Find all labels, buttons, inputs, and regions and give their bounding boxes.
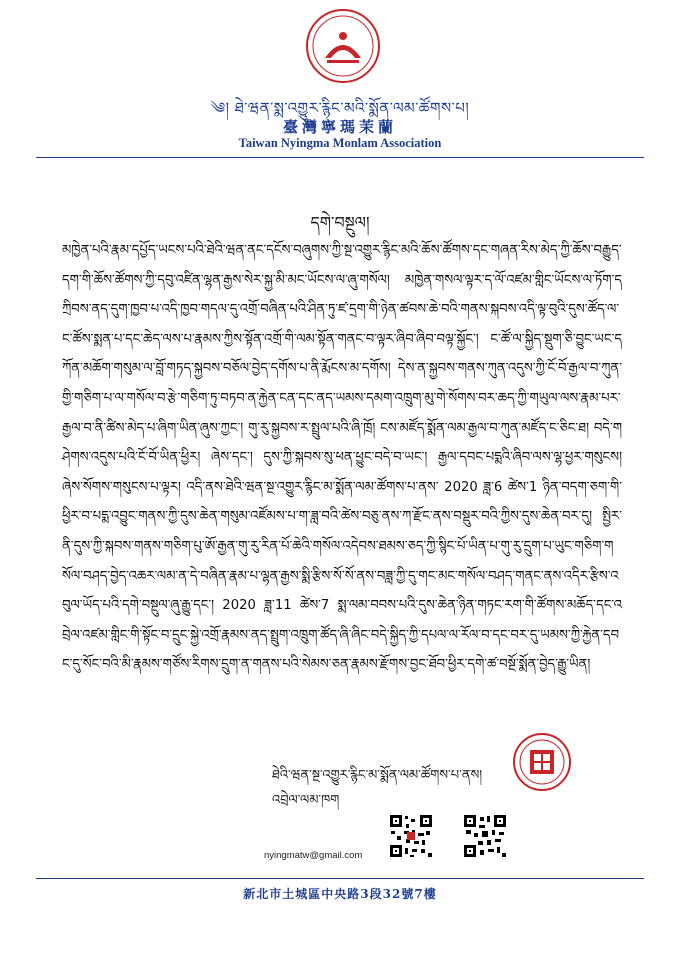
official-seal — [512, 732, 572, 792]
association-logo — [305, 8, 381, 84]
footer-divider — [36, 878, 644, 879]
qr-code-icon — [462, 813, 508, 859]
header-divider — [36, 157, 644, 158]
organization-name-english: Taiwan Nyingma Monlam Association — [238, 136, 442, 150]
document-title: དགེ་བསྔུལ། — [310, 213, 370, 232]
letter-paragraph: མཁྱེན་པའི་རྣམ་དཔྱོད་ཡངས་པའི་ཐེའི་ཝན་ནང་དངོས་བཞུགས་ཀྱི་སྔ་འགྱུར་རྙིང་མའི་ཆོས་ཚོགས་དང་གཞན་རིས་མེད་ཀྱི་ཆོས་བརྒྱུད་དག་གི་ཆོས་ཚོགས་ཀྱི་དབུ་འཛིན་ལྷན་རྒྱས་སེར་སྐྱ་མི་མང་ཡོངས་ལ་ཞུ་གསོལ། མཁྱེན་གསལ་ལྟར་ད་ལོ་འཛམ་གླིང་ཡོངས་ལ་ཏོག་དཀྲིབས་ནད་དུག་ཁྱབ་པ་འདི་ཁྱབ་གདལ་དུ་འགྲོ་བཞིན་པའི་ཤིན་ཏུ་ཛ་དྲག་གི་ཉེན་ཚབས་ཆེ་བའི་གནས་སྐབས་འདི་ལྟ་བུའི་དུས་ཚོད་ལ་ང་ཚོས་སྨན་པ་དང་ཆེད་ལས་པ་རྣམས་ཀྱིས་སྟོན་འགྲོ་གི་ལམ་སྟོན་གནང་བ་ལྟར་ཞིབ་ཞིབ་བལྟ་སྐྱོང་། ང་ཚོ་ལ་སྐྱིད་སྡུག་ཅི་བྱུང་ཡང་དཀོན་མཆོག་གསུམ་ལ་བློ་གཏད་སྐྱབས་བཅོལ་བྱེད་དགོས་པ་ནི་རྨོངས་མ་དགོས། དེས་ན་སྐྱབས་གནས་ཀུན་འདུས་ཀྱི་ངོ་བོ་རྒྱལ་བ་ཀུན་གྱི་གཅིག་པ་ལ་གསོལ་བ་རྩེ་གཅིག་ཏུ་བཏབ་ན་རྐྱེན་ངན་དང་ནད་ཡམས་དམག་འཁྲུག་མུ་གེ་སོགས་བར་ཆད་ཀྱི་གཡུལ་ལས་རྣམ་པར་རྒྱལ་བ་ནི་ཚིས་མེད་པ་ཞིག་ཡིན་ཞུས་ཀྱང་། གུ་རུ་སྐྱབས་ར་སྤྲུལ་པའི་ཞི་ཁྲོ། ངས་མཛོད་སྨོན་ལམ་རྒྱལ་བ་ཀུན་མཛོད་ང་ཅིང་ཐ། བདེ་གཤེགས་འདུས་པའི་ངོ་བོ་ཡིན་ཕྱིར། ཞེས་དང་། དུས་ཀྱི་སྐབས་སུ་ཕན་ཕྱུང་བདེ་བ་ཡང་། རྒྱལ་དབང་པདྨའི་ཞིབ་ལས་ལྷ་ཕྱར་གསུངས། ཞེས་སོགས་གསུངས་པ་ལྟར། འདི་ནས་ཐེའི་ཝན་སྔ་འགྱུར་རྙིང་མ་སྨོན་ལམ་ཚོགས་པ་ནས་ 2020 ཟླ་6 ཚེས་1 ཉིན་བདག་ཅག་གི་ཕྱིར་བ་པདྨ་འབྱུང་གནས་ཀྱི་དུས་ཆེན་གསུམ་འཛོམས་པ་ག་ཟླ་བའི་ཚེས་བཅུ་ནས་ཀ་རྫོང་ནས་བསྡུར་བའི་ཀྱིས་དུས་ཆེན་བར་དུ། སྤྱིར་ནི་དུས་ཀྱི་སྐབས་གནས་གཅིག་པུ་ཨོ་རྒྱན་གུ་རུ་རིན་པོ་ཆེའི་གསོལ་འདེབས་ཐམས་ཅད་ཀྱི་སྙིང་པོ་ཡིན་པ་གུ་རུ་དྲུག་པ་ཡུང་གཅིག་གསོལ་བཤད་བྱེད་འཆར་ལམ་ན་དེ་བཞིན་རྣམ་པ་ལྷན་རྒྱས་སྨི་རྩིས་སོ་སོ་ནས་བཟླ་ཀྱི་དུ་གང་མང་གསོལ་བཤད་གནང་ནས་འདིར་རྩིས་འབུལ་ཡོད་པའི་དགེ་བསྔུལ་ཞུ་རྒྱུ་དང་། 2020 ཟླ་11 ཚེས་7 སྨ་ལམ་བབས་པའི་དུས་ཆེན་ཉིན་གཏང་རག་གི་ཚོགས་མཆོད་དང་འབྲེལ་འཛམ་གླིང་གི་སྟོང་བ་དྲུང་སྐྱེ་འགྲོ་རྣམས་ནད་སྤྲུག་འཁྲུག་ཚོད་ཞི་ཞིང་བདེ་སྐྱིད་ཀྱི་དཔལ་ལ་རོལ་བ་དང་བར་དུ་ཡམས་ཀྱི་རྐྱེན་དབང་དུ་སོང་བའི་མི་རྣམས་གཙོས་རིགས་དྲུག་ན་གནས་པའི་སེམས་ཅན་རྣམས་རྫོགས་བྱང་ཐོབ་ཕྱིར་དགེ་ཚ་བསྔོ་སྨོན་བྱེད་རྒྱུ་ཡིན། — [62, 243, 622, 673]
qr-code-icon — [388, 813, 434, 859]
signature-organization: ཐེའི་ཝན་སྔ་འགྱུར་རྙིང་མ་སྨོན་ལམ་ཚོགས་པ་ནས། — [272, 768, 483, 783]
letter-body — [62, 236, 622, 680]
organization-name-chinese: 臺灣寧瑪茉蘭 — [282, 118, 397, 136]
contact-email: nyingmatw@gmail.com — [264, 850, 363, 861]
footer-address: 新北市土城區中央路3段32號7樓 — [243, 887, 437, 901]
organization-name-tibetan: ༄། ཐེ་ཝན་སྨ་འགྱུར་རྙིང་མའི་སྨོན་ལམ་ཚོགས་པ། — [210, 99, 470, 117]
signature-contact-label: འབྲེལ་ལམ་ཁག — [272, 793, 340, 808]
